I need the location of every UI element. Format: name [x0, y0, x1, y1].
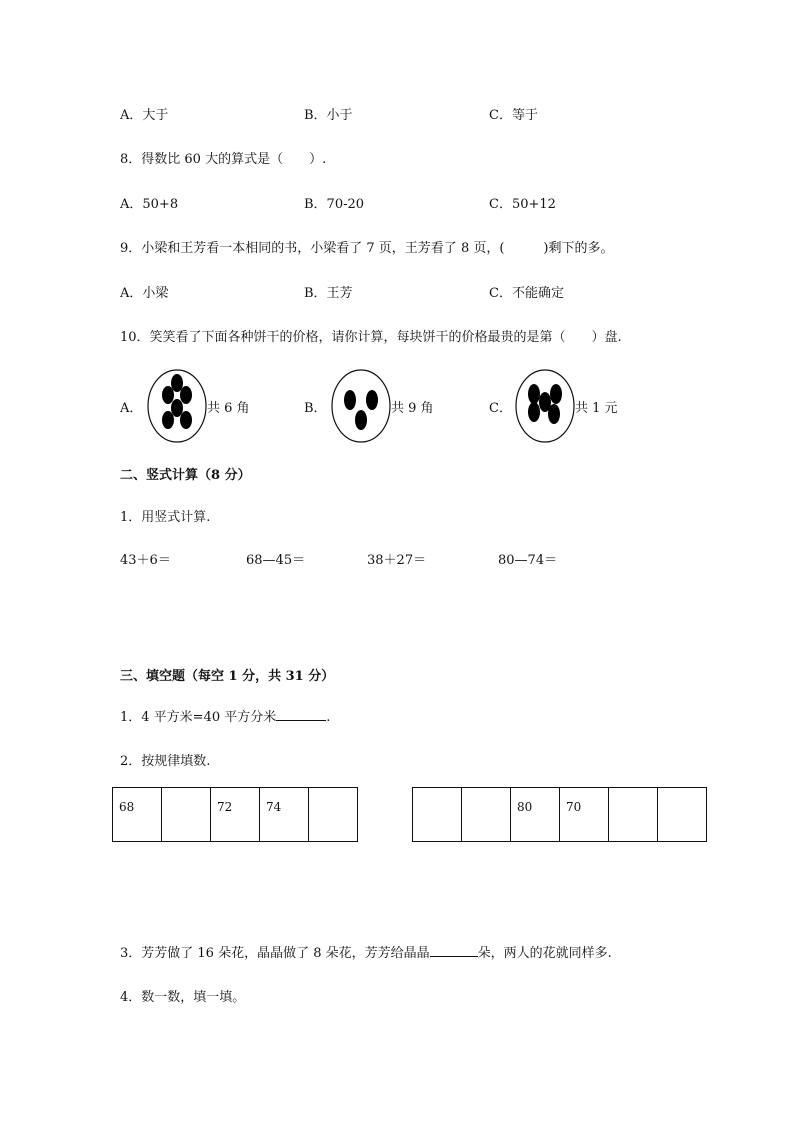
cookie	[171, 399, 183, 417]
section3-q3	[120, 942, 612, 961]
cookie	[528, 402, 540, 422]
q9-option-c: C．不能确定	[489, 286, 564, 301]
grid-cell[interactable]: 74	[260, 788, 309, 842]
section2-title: 二、竖式计算（8 分）	[120, 468, 251, 483]
q10-option-b-price: 共 9 角	[391, 401, 434, 416]
q1-text: 1．4 平方米=40 平方分米	[120, 710, 277, 725]
cookie	[162, 411, 174, 429]
q10-option-c-price: 共 1 元	[575, 401, 618, 416]
grid-cell[interactable]	[658, 788, 707, 842]
section3-q2: 2．按规律填数.	[120, 754, 211, 769]
q7-option-a: A．大于	[120, 108, 169, 123]
section3-title: 三、填空题（每空 1 分，共 31 分）	[120, 669, 335, 684]
section2-q1: 1．用竖式计算.	[120, 510, 211, 525]
q8-question: 8．得数比 60 大的算式是（ ）.	[120, 152, 327, 167]
q3-before: 3．芳芳做了 16 朵花，晶晶做了 8 朵花，芳芳给晶晶	[120, 946, 430, 961]
q9-option-b: B．王芳	[304, 286, 353, 301]
q8-option-a: A．50+8	[120, 197, 179, 212]
cookie	[180, 411, 192, 429]
grid-cell[interactable]: 68	[113, 788, 162, 842]
cookie	[162, 386, 174, 404]
cookie-plate-b	[330, 368, 392, 444]
grid-cell[interactable]	[609, 788, 658, 842]
q10-option-a-price: 共 6 角	[207, 401, 250, 416]
cookie-plate-a	[146, 368, 208, 444]
q10-option-a-label: A．	[120, 401, 143, 416]
q7-option-b: B．小于	[304, 108, 353, 123]
q8-option-c: C．50+12	[489, 197, 556, 212]
sequence-grid-right	[412, 787, 707, 842]
cookie	[171, 374, 183, 392]
grid-cell[interactable]: 72	[211, 788, 260, 842]
q8-option-b: B．70-20	[304, 197, 365, 212]
grid-cell[interactable]	[162, 788, 211, 842]
grid-cell[interactable]	[309, 788, 358, 842]
cookie-plate-c	[514, 368, 576, 444]
grid-cell[interactable]: 70	[560, 788, 609, 842]
answer-blank[interactable]	[276, 708, 326, 721]
grid-cell[interactable]: 80	[511, 788, 560, 842]
q10-question: 10．笑笑看了下面各种饼干的价格，请你计算，每块饼干的价格最贵的是第（ ）盘.	[120, 330, 622, 345]
grid-cell[interactable]	[413, 788, 462, 842]
calc-expr-2: 68—45＝	[246, 553, 306, 568]
grid-cell[interactable]	[462, 788, 511, 842]
q3-after: 朵，两人的花就同样多.	[477, 946, 612, 961]
calc-expr-3: 38＋27＝	[367, 553, 427, 568]
calc-expr-1: 43＋6＝	[120, 553, 171, 568]
section3-q4: 4．数一数，填一填。	[120, 990, 246, 1005]
q10-option-c-label: C．	[489, 401, 512, 416]
q9-question: 9．小梁和王芳看一本相同的书，小梁看了 7 页，王芳看了 8 页，( )剩下的多。	[120, 241, 614, 256]
cookie	[548, 404, 560, 424]
q9-option-a: A．小梁	[120, 286, 169, 301]
q10-option-b-label: B．	[304, 401, 327, 416]
cookie	[344, 390, 356, 410]
sequence-grid-left	[112, 787, 358, 842]
calc-expr-4: 80—74＝	[498, 553, 558, 568]
cookie	[180, 386, 192, 404]
q7-option-c: C．等于	[489, 108, 538, 123]
answer-blank[interactable]	[430, 944, 478, 957]
cookie	[355, 410, 367, 430]
cookie	[366, 390, 378, 410]
cookie	[550, 384, 562, 404]
q1-end: .	[326, 710, 331, 725]
cookie	[528, 384, 540, 404]
section3-q1	[120, 706, 330, 725]
